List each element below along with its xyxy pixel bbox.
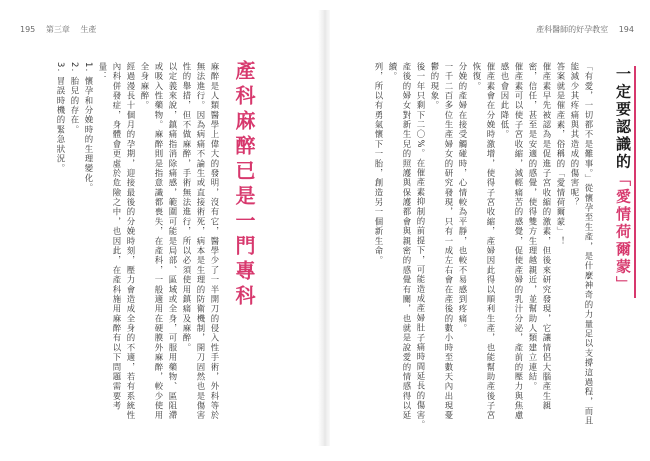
left-paragraph: 以定義來說，鎮痛指消除痛感，範圍可能是局部、區域或全身，可服用藥物、區阻滯或吸入性藥物。麻醉則是指意識都喪失，在產科，一般適用在硬膜外麻醉，較少使用全身麻醉。 [140,62,178,421]
right-section-title [612,66,634,296]
right-page-number: 194 [618,25,634,34]
right-paragraph: 催產素可以使子宮收縮，減輕痛苦的感覺，促使產婦的乳汁分泌，產前的壓力與焦慮感也會因此降低。 [500,62,524,421]
right-title-block [606,66,634,406]
right-paragraph: 產後的婦女對新生兒的照護與保護都會與親密的感覺有關，也就是說愛的情感得以延續。 [388,62,412,421]
right-page [330,10,644,446]
left-paragraph: 麻醉是人類醫學上偉大的發明，沒有它，醫學少了一半開刀的侵入性手術，外科等於無法進行。因為病痛不論生或直接術死，病本是生理的防衛機制，開刀固然也是傷害性的舉措，但不做麻醉，手術無法進行，所以必須使用鎮痛及麻醉。 [182,62,220,421]
left-body-text [24,62,222,430]
left-paragraph: 經過漫長十個月的孕期，迎接最後的分娩時刻，壓力會造成全身的不適，若有系統性內科併發症，身體會更虛於危險之中，也因此，在產科施用麻醉有以下問題需要考量： [98,62,136,421]
left-page [6,10,320,446]
left-page-number: 195 [20,25,36,34]
left-list-item: 1. 懷孕和分娩時的生理變化。 [84,62,94,193]
right-body-text [356,62,596,430]
right-page-header [528,24,634,38]
right-paragraph: 一千二百多位生產婦女的研究發現，只有一成左右會在產後的數小時至數天內出現憂鬱的現象。 [430,62,454,421]
right-paragraph: 答案就是催產素，俗稱的「愛情荷爾蒙」！ [556,62,566,247]
chapter-label: 第三章 [45,25,70,34]
running-header: 產科醫師的好孕教室 [536,25,609,34]
section-label: 生產 [80,25,97,34]
left-page-header [20,24,104,38]
left-list-item: 2. 胎兒的存在。 [70,62,80,135]
title-lead: 一定要認識的 [614,66,632,171]
left-section-title: 產科麻醉已是一門專科 [232,60,256,310]
right-paragraph: 「有愛，一切都不是難事。」從懷孕至生產，是什麼神奇的力量足以支撐這過程，而且能減少其疼痛與其造成的傷害呢？ [570,62,594,427]
right-paragraph: 分娩的產婦在接受觸碰時，心情較為平靜，也較不易感到疼痛。 [458,62,468,334]
right-paragraph: 後一年只剩下二〇%。在催產素抑制的前提下，可能造成產婦肚子痛時間延長的傷害。 [416,62,426,430]
right-paragraph: 催產素早先被認為是促進子宮收縮的激素，但後來研究發現，它讓情侶大腦產生親密，信任，甚至是安適的感覺，使得雙方生理越親近，並幫助人類建立連結。 [528,62,552,411]
right-paragraph: 列，所以有勇氣懷下一胎，創造另一個新生命。 [374,62,384,266]
title-highlight: 「愛情荷爾蒙」 [614,171,632,294]
title-accent-rule [634,66,636,298]
right-paragraph: 催產素會在分娩時激增，使得子宮收縮，產婦因此得以順利生產，也能幫助產後子宮恢復。 [472,62,496,421]
left-list-item: 3. 冒誤時機的緊急狀況。 [56,62,66,174]
